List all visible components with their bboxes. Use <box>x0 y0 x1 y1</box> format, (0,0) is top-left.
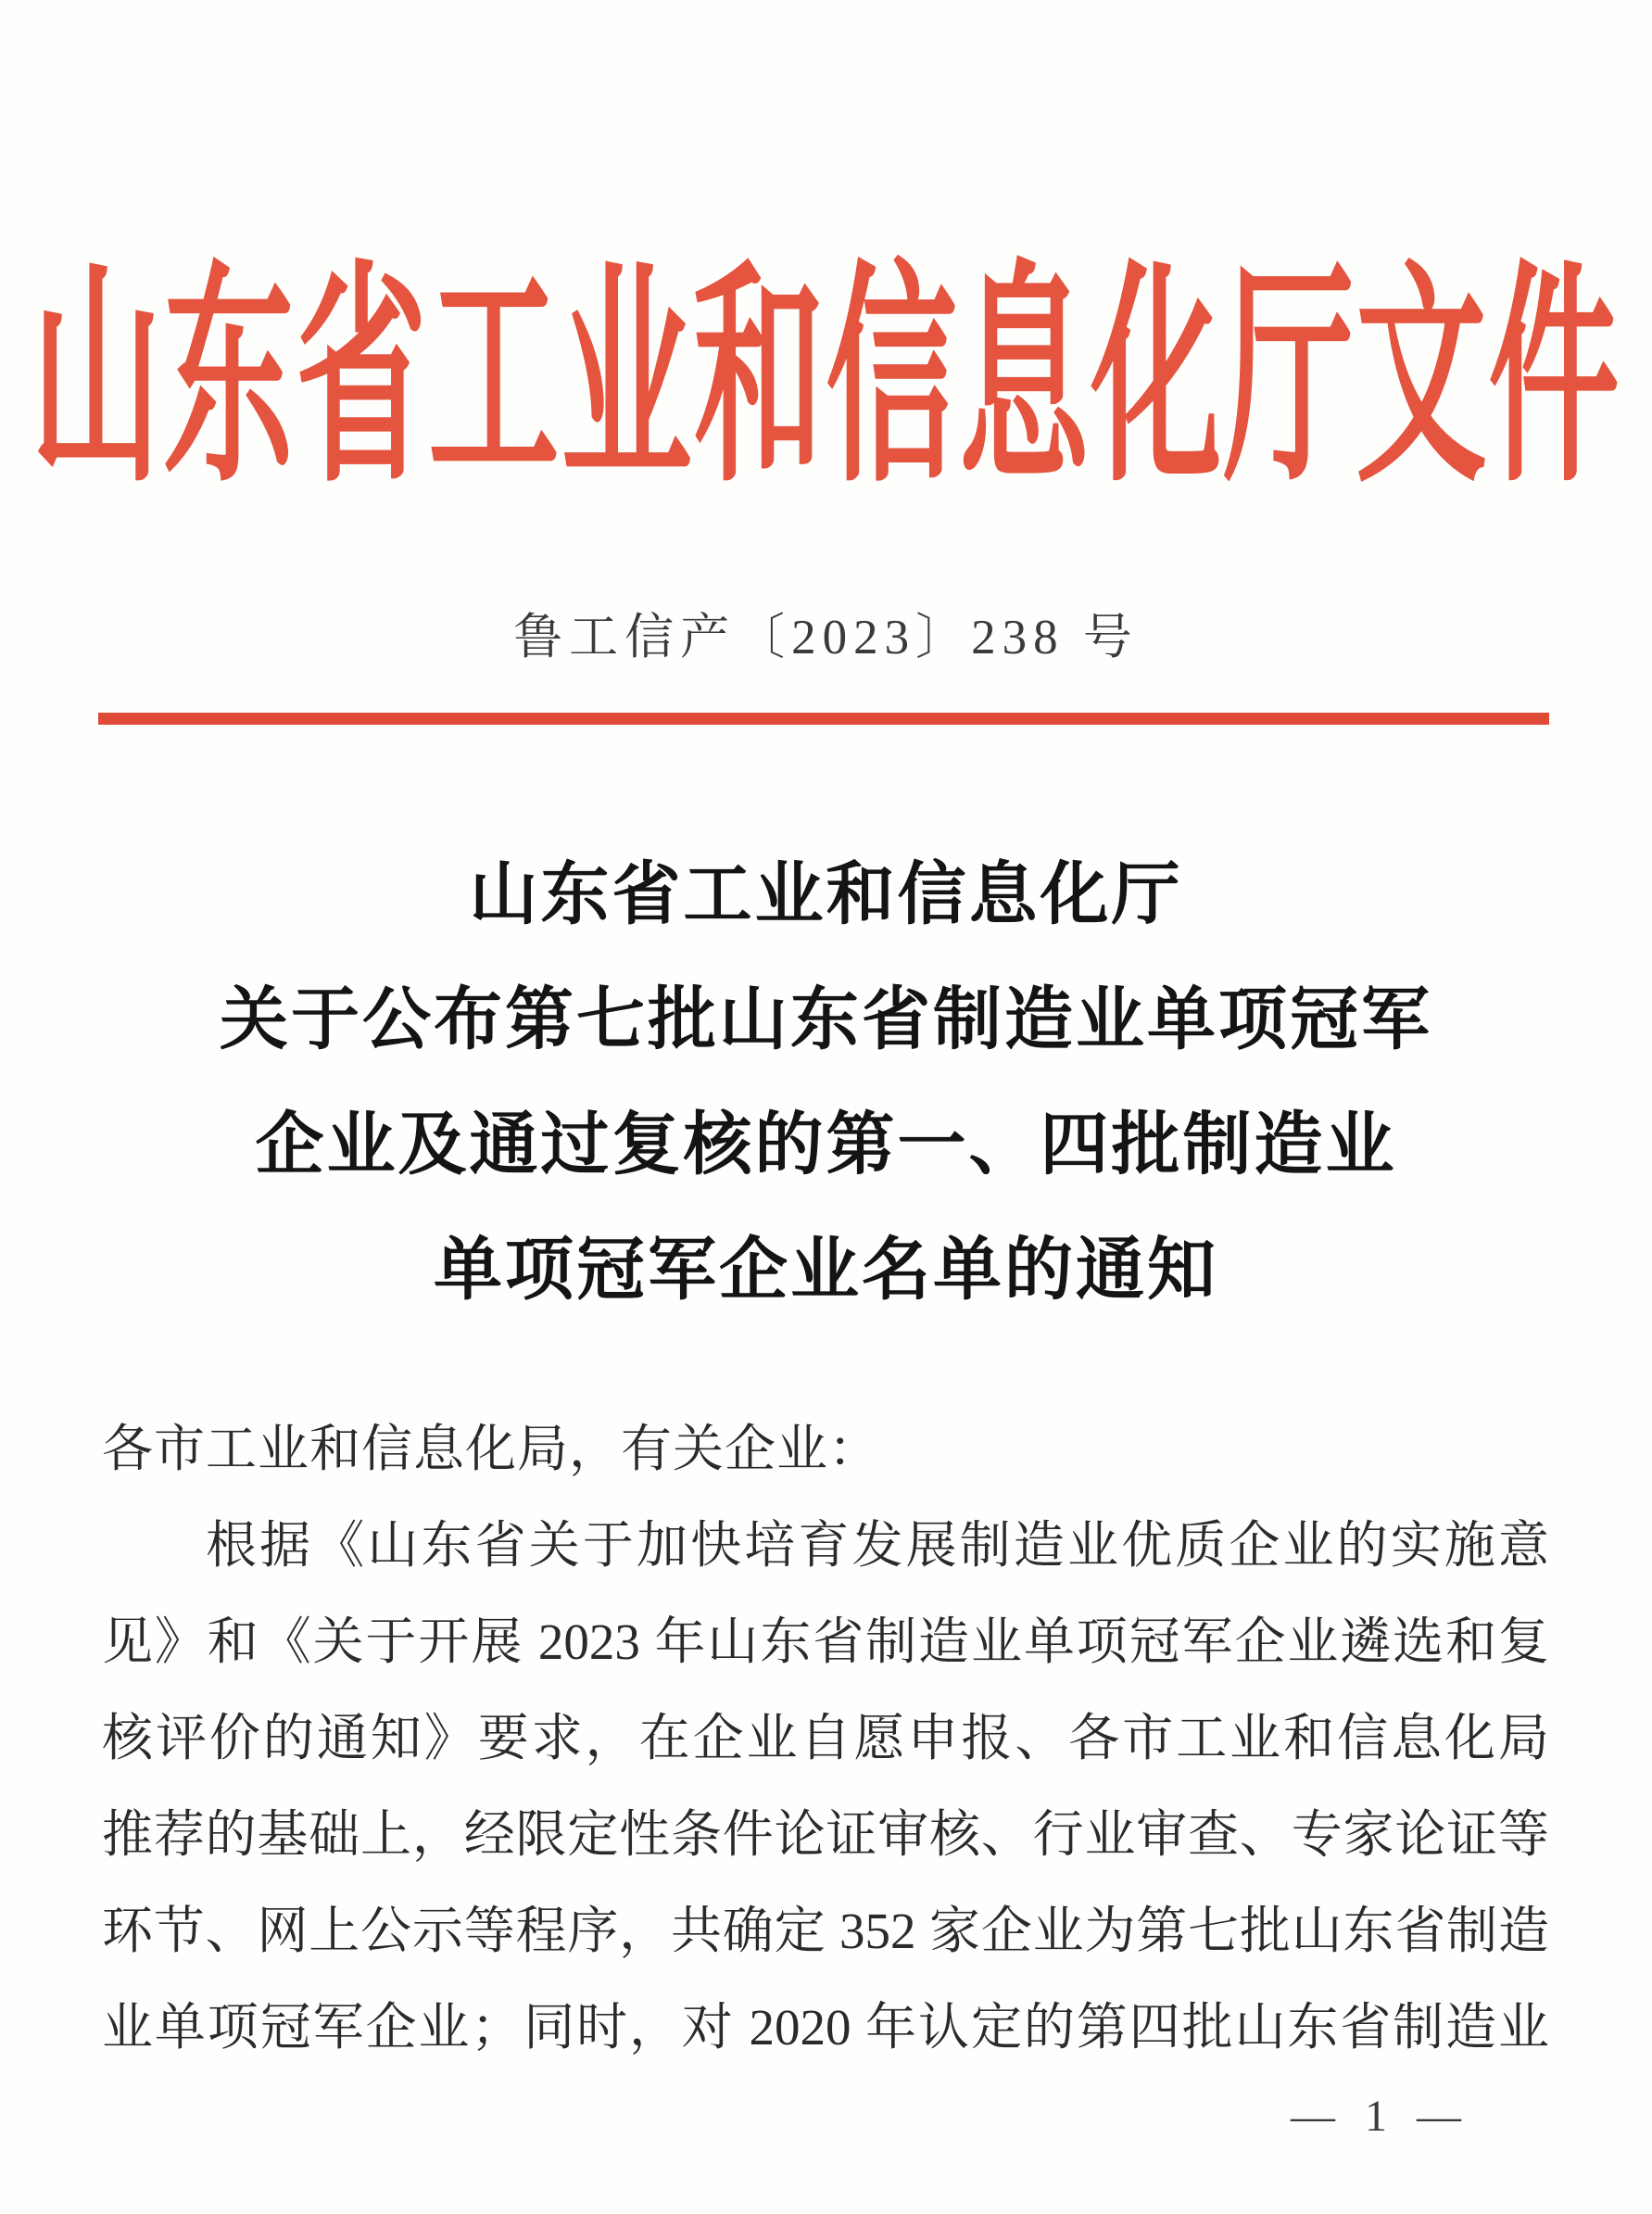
letterhead-banner <box>0 249 1652 511</box>
notice-title-line-3: 企业及通过复核的第一、四批制造业 <box>255 1107 1397 1183</box>
notice-title-line-4: 单项冠军企业名单的通知 <box>434 1233 1218 1309</box>
document-number: 鲁工信产〔2023〕238 号 <box>513 611 1139 664</box>
body-line-4: 推荐的基础上，经限定性条件论证审核、行业审查、专家论证等 <box>102 1806 1549 1863</box>
notice-title-line-1: 山东省工业和信息化厅 <box>469 857 1183 933</box>
salutation-line: 各市工业和信息化局，有关企业： <box>102 1421 881 1477</box>
body-line-3: 核评价的通知》要求，在企业自愿申报、各市工业和信息化局 <box>102 1710 1549 1766</box>
page-number: — 1 — <box>1291 2092 1470 2141</box>
notice-title-line-2: 关于公布第七批山东省制造业单项冠军 <box>220 982 1432 1058</box>
body-line-6: 业单项冠军企业；同时，对 2020 年认定的第四批山东省制造业 <box>102 1999 1549 2056</box>
notice-title <box>0 833 1652 1334</box>
notice-body <box>102 1401 1549 2076</box>
body-line-1: 根据《山东省关于加快培育发展制造业优质企业的实施意 <box>206 1517 1549 1574</box>
body-line-5: 环节、网上公示等程序，共确定 352 家企业为第七批山东省制造 <box>102 1903 1549 1959</box>
body-line-2: 见》和《关于开展 2023 年山东省制造业单项冠军企业遴选和复 <box>102 1613 1549 1670</box>
red-divider-line <box>98 713 1549 725</box>
letterhead-banner-text: 山东省工业和信息化厅文件 <box>31 249 1621 511</box>
